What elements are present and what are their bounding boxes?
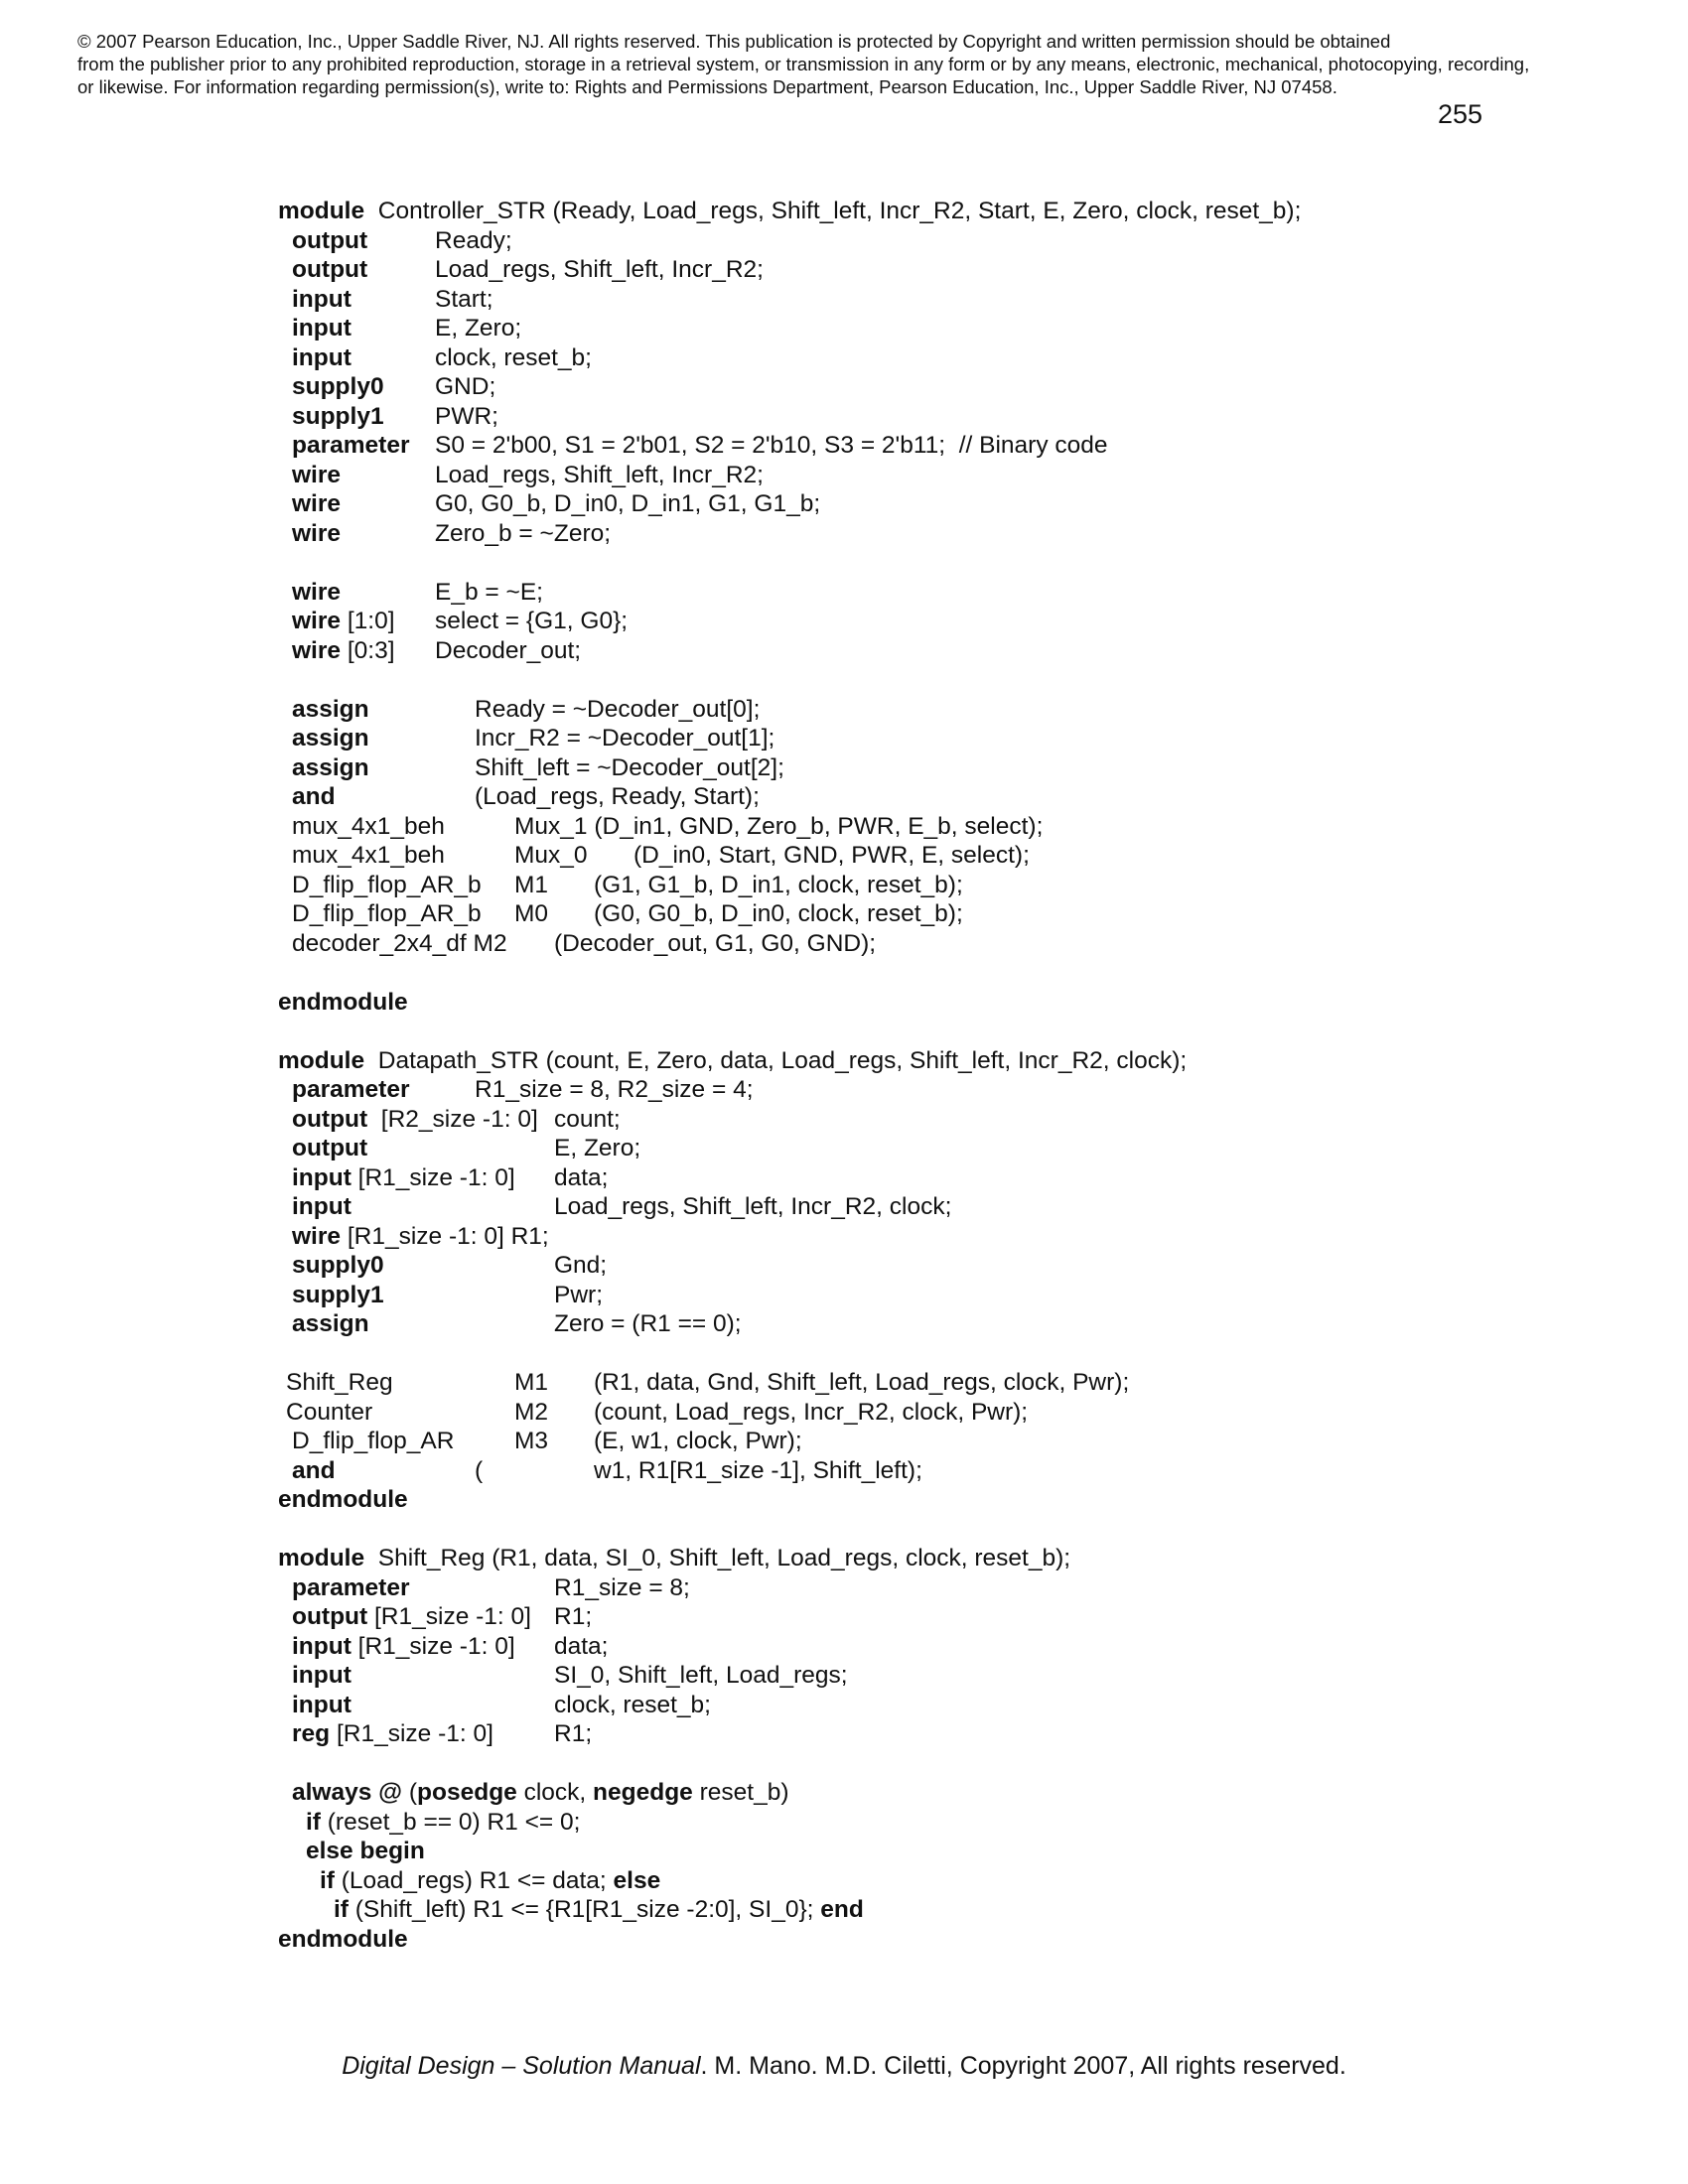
- code-line: [278, 489, 1569, 519]
- code-line: [278, 841, 1569, 871]
- keyword: posedge: [417, 1779, 517, 1806]
- code-text: [292, 607, 395, 636]
- code-line: [278, 1719, 1569, 1749]
- code-text: (G1, G1_b, D_in1, clock, reset_b);: [594, 871, 963, 898]
- keyword: input: [292, 285, 352, 313]
- code-text: SI_0, Shift_left, Load_regs;: [554, 1662, 848, 1689]
- code-line: [278, 607, 1569, 636]
- keyword: parameter: [292, 432, 410, 459]
- copyright-line: from the publisher prior to any prohibited reproduction, storage in a retrieval system, or transmission in any form or by any means, electronic, mechanical, photocopying, recording,: [77, 54, 1530, 74]
- code-text: M0: [514, 900, 549, 927]
- code-text: [0:3]: [341, 636, 395, 664]
- keyword: if: [306, 1808, 321, 1836]
- keyword: output: [292, 1603, 368, 1630]
- code-text: [292, 636, 395, 666]
- code-text: G0, G0_b, D_in0, D_in1, G1, G1_b;: [435, 490, 821, 517]
- code-text: (Load_regs) R1 <= data;: [334, 1866, 614, 1894]
- keyword: input: [292, 1193, 352, 1220]
- blank-line: [278, 1749, 1569, 1779]
- code-text: Incr_R2 = ~Decoder_out[1];: [475, 725, 775, 751]
- code-line: [278, 197, 1569, 226]
- code-text: (Shift_left) R1 <= {R1[R1_size -2:0], SI_0};: [348, 1896, 821, 1923]
- code-line: [278, 1163, 1569, 1193]
- keyword: assign: [292, 1310, 369, 1337]
- code-line: [278, 1105, 1569, 1135]
- page-footer: [0, 2052, 1688, 2081]
- code-line: [278, 1661, 1569, 1691]
- code-line: [278, 1075, 1569, 1105]
- code-text: R1;: [554, 1603, 593, 1630]
- keyword: output: [292, 226, 368, 254]
- code-text: Mux_1 (D_in1, GND, Zero_b, PWR, E_b, select);: [514, 812, 1044, 840]
- code-text: D_flip_flop_AR: [292, 1428, 455, 1454]
- code-text: S0 = 2'b00, S1 = 2'b01, S2 = 2'b10, S3 = 2'b11; // Binary code: [435, 432, 1108, 459]
- code-text: clock, reset_b;: [435, 343, 592, 371]
- code-text: (R1, data, Gnd, Shift_left, Load_regs, clock, Pwr);: [594, 1369, 1130, 1396]
- code-text: M1: [514, 871, 549, 898]
- code-line: [278, 929, 1569, 959]
- code-text: D_flip_flop_AR_b: [292, 871, 482, 898]
- keyword: assign: [292, 753, 369, 781]
- code-line: [278, 1602, 1569, 1632]
- keyword: supply1: [292, 402, 384, 430]
- copyright-notice: [77, 30, 1626, 98]
- keyword: module: [278, 198, 365, 224]
- code-text: Decoder_out;: [435, 636, 582, 664]
- code-text: PWR;: [435, 402, 498, 430]
- code-line: [278, 1632, 1569, 1662]
- code-line: [278, 1427, 1569, 1456]
- code-line: [278, 1046, 1569, 1076]
- code-text: Zero = (R1 == 0);: [554, 1310, 742, 1337]
- code-line: [278, 724, 1569, 753]
- blank-line: [278, 1339, 1569, 1369]
- code-text: Load_regs, Shift_left, Incr_R2, clock;: [554, 1193, 952, 1220]
- code-text: Counter: [286, 1398, 373, 1426]
- code-line: [278, 1134, 1569, 1163]
- code-text: Pwr;: [554, 1281, 603, 1308]
- code-line: [278, 1456, 1569, 1486]
- code-text: E_b = ~E;: [435, 578, 543, 606]
- keyword: input: [292, 1163, 352, 1191]
- page-number: 255: [1438, 99, 1483, 129]
- code-line: [278, 1368, 1569, 1398]
- keyword: always @: [292, 1779, 403, 1806]
- code-text: Datapath_STR (count, E, Zero, data, Load_regs, Shift_left, Incr_R2, clock);: [371, 1046, 1188, 1074]
- keyword: input: [292, 315, 352, 341]
- keyword: endmodule: [278, 988, 408, 1016]
- code-text: M3: [514, 1428, 549, 1454]
- code-text: [334, 1895, 864, 1925]
- code-line: [278, 753, 1569, 783]
- code-text: R1_size = 8;: [554, 1573, 690, 1601]
- keyword: wire: [292, 490, 342, 517]
- keyword: negedge: [593, 1779, 693, 1806]
- code-line: [278, 314, 1569, 343]
- code-line: [278, 461, 1569, 490]
- code-line: [278, 372, 1569, 402]
- code-line: [278, 1925, 1569, 1955]
- keyword: supply0: [292, 373, 384, 400]
- code-line: [278, 1485, 1569, 1515]
- code-text: [306, 1808, 580, 1838]
- code-line: [278, 782, 1569, 812]
- code-text: mux_4x1_beh: [292, 842, 445, 869]
- code-line: [278, 285, 1569, 315]
- code-text: reset_b): [692, 1779, 789, 1806]
- code-text: [292, 1105, 538, 1135]
- copyright-line: © 2007 Pearson Education, Inc., Upper Saddle River, NJ. All rights reserved. This publication is protected by Copyright and written permission should be obtained: [77, 31, 1391, 52]
- code-text: (Load_regs, Ready, Start);: [475, 783, 760, 810]
- code-text: select = {G1, G0};: [435, 608, 629, 634]
- keyword: input: [292, 1691, 352, 1718]
- code-text: (E, w1, clock, Pwr);: [594, 1428, 802, 1454]
- code-text: [292, 1163, 515, 1193]
- blank-line: [278, 665, 1569, 695]
- keyword: input: [292, 343, 352, 371]
- code-text: clock, reset_b;: [554, 1691, 711, 1718]
- code-line: [278, 988, 1569, 1018]
- keyword: input: [292, 1662, 352, 1689]
- code-line: [278, 1398, 1569, 1428]
- code-text: [R1_size -1: 0]: [351, 1632, 515, 1660]
- keyword: input: [292, 1632, 352, 1660]
- code-line: [278, 1544, 1569, 1573]
- keyword: assign: [292, 725, 369, 751]
- keyword: end: [820, 1896, 864, 1923]
- keyword: output: [292, 256, 368, 283]
- code-text: [292, 1602, 531, 1632]
- code-text: Load_regs, Shift_left, Incr_R2;: [435, 256, 764, 283]
- code-text: [292, 1719, 493, 1749]
- code-line: [278, 402, 1569, 432]
- code-line: [278, 255, 1569, 285]
- blank-line: [278, 548, 1569, 578]
- code-text: count;: [554, 1105, 621, 1133]
- code-line: [278, 343, 1569, 373]
- copyright-line: or likewise. For information regarding permission(s), write to: Rights and Permissions Department, Pearson Education, Inc., Upper Saddle River, NJ 07458.: [77, 76, 1337, 97]
- keyword: output: [292, 1105, 368, 1133]
- code-line: [278, 1251, 1569, 1281]
- code-text: Shift_Reg: [286, 1369, 393, 1396]
- keyword: else begin: [306, 1838, 425, 1864]
- keyword: wire: [292, 461, 342, 488]
- code-text: (Decoder_out, G1, G0, GND);: [554, 929, 877, 957]
- code-text: decoder_2x4_df M2: [292, 929, 507, 957]
- code-text: [320, 1866, 660, 1896]
- code-text: M2: [514, 1398, 549, 1426]
- code-line: [278, 1837, 1569, 1866]
- keyword: module: [278, 1046, 365, 1074]
- code-text: [292, 1222, 549, 1252]
- keyword: parameter: [292, 1573, 410, 1601]
- code-line: [278, 1895, 1569, 1925]
- code-text: w1, R1[R1_size -1], Shift_left);: [594, 1456, 922, 1484]
- code-text: [R1_size -1: 0]: [351, 1163, 515, 1191]
- keyword: if: [334, 1896, 349, 1923]
- code-line: [278, 1222, 1569, 1252]
- code-text: D_flip_flop_AR_b: [292, 900, 482, 927]
- keyword: module: [278, 1545, 365, 1571]
- code-text: [R1_size -1: 0]: [367, 1603, 531, 1630]
- keyword: parameter: [292, 1076, 410, 1103]
- code-text: Shift_left = ~Decoder_out[2];: [475, 753, 784, 781]
- code-line: [278, 1309, 1569, 1339]
- code-line: [278, 1866, 1569, 1896]
- keyword: supply0: [292, 1252, 384, 1279]
- code-text: Load_regs, Shift_left, Incr_R2;: [435, 461, 764, 488]
- code-line: [278, 1281, 1569, 1310]
- code-line: [278, 636, 1569, 666]
- code-text: E, Zero;: [554, 1135, 641, 1161]
- keyword: if: [320, 1866, 335, 1894]
- code-text: (reset_b == 0) R1 <= 0;: [320, 1808, 581, 1836]
- keyword: and: [292, 1456, 336, 1484]
- code-text: R1_size = 8, R2_size = 4;: [475, 1076, 754, 1103]
- keyword: endmodule: [278, 1925, 408, 1953]
- keyword: wire: [292, 1222, 342, 1250]
- code-text: Gnd;: [554, 1252, 608, 1279]
- blank-line: [278, 958, 1569, 988]
- keyword: reg: [292, 1720, 331, 1747]
- keyword: wire: [292, 608, 342, 634]
- keyword: supply1: [292, 1281, 384, 1308]
- code-text: [1:0]: [341, 608, 395, 634]
- code-text: Controller_STR (Ready, Load_regs, Shift_left, Incr_R2, Start, E, Zero, clock, reset_b);: [371, 198, 1302, 224]
- code-text: (count, Load_regs, Incr_R2, clock, Pwr);: [594, 1398, 1029, 1426]
- code-line: [278, 431, 1569, 461]
- code-text: (D_in0, Start, GND, PWR, E, select);: [633, 842, 1030, 869]
- code-text: Shift_Reg (R1, data, SI_0, Shift_left, Load_regs, clock, reset_b);: [371, 1545, 1071, 1571]
- code-text: [R1_size -1: 0] R1;: [341, 1222, 549, 1250]
- keyword: wire: [292, 578, 342, 606]
- code-line: [278, 519, 1569, 549]
- code-text: Zero_b = ~Zero;: [435, 519, 612, 547]
- code-text: data;: [554, 1632, 609, 1660]
- keyword: assign: [292, 695, 369, 723]
- code-text: Ready = ~Decoder_out[0];: [475, 695, 761, 723]
- code-line: [278, 578, 1569, 608]
- book-title: Digital Design – Solution Manual: [342, 2052, 701, 2080]
- code-line: [278, 899, 1569, 929]
- code-text: GND;: [435, 373, 496, 400]
- code-text: (: [402, 1779, 418, 1806]
- keyword: output: [292, 1135, 368, 1161]
- blank-line: [278, 1017, 1569, 1046]
- code-text: M1: [514, 1369, 549, 1396]
- code-text: [R2_size -1: 0]: [367, 1105, 538, 1133]
- code-line: [278, 1192, 1569, 1222]
- code-line: [278, 1808, 1569, 1838]
- code-line: [278, 1778, 1569, 1808]
- code-line: [278, 1691, 1569, 1720]
- keyword: else: [613, 1866, 661, 1894]
- code-text: mux_4x1_beh: [292, 812, 445, 840]
- code-text: Start;: [435, 285, 493, 313]
- keyword: endmodule: [278, 1486, 408, 1513]
- keyword: and: [292, 783, 336, 810]
- code-text: clock,: [516, 1779, 594, 1806]
- keyword: wire: [292, 636, 342, 664]
- code-text: Mux_0: [514, 842, 588, 869]
- code-text: [292, 1778, 788, 1808]
- code-line: [278, 226, 1569, 256]
- code-line: [278, 812, 1569, 842]
- code-text: [R1_size -1: 0]: [330, 1720, 493, 1747]
- code-line: [278, 695, 1569, 725]
- blank-line: [278, 1515, 1569, 1545]
- code-text: (: [475, 1456, 484, 1484]
- code-line: [278, 1573, 1569, 1603]
- code-text: Ready;: [435, 226, 512, 254]
- footer-credits: . M. Mano. M.D. Ciletti, Copyright 2007, All rights reserved.: [700, 2052, 1346, 2080]
- code-listing: [278, 197, 1569, 1954]
- code-text: E, Zero;: [435, 315, 522, 341]
- keyword: wire: [292, 519, 342, 547]
- code-text: [292, 1632, 515, 1662]
- code-line: [278, 871, 1569, 900]
- code-text: (G0, G0_b, D_in0, clock, reset_b);: [594, 900, 963, 927]
- code-text: data;: [554, 1163, 609, 1191]
- code-text: R1;: [554, 1720, 593, 1747]
